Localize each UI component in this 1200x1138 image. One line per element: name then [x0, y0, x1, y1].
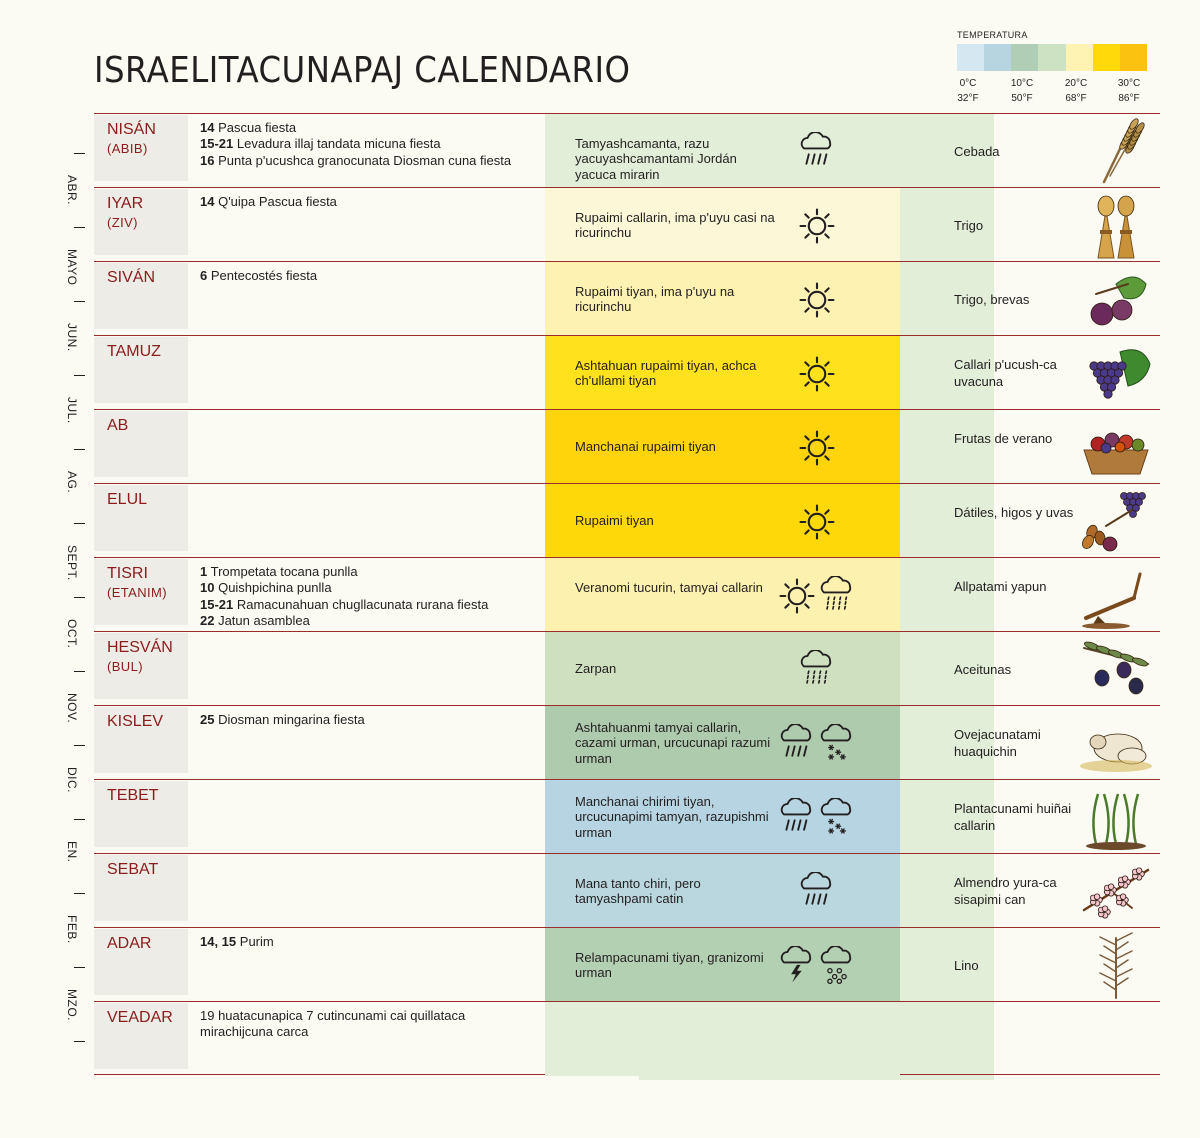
- hebrew-month-name: KISLEV: [107, 713, 164, 730]
- festivals-list: [200, 268, 540, 284]
- hebrew-month-name: IYAR: [107, 195, 144, 212]
- festival-text: Q'uipa Pascua fiesta: [214, 194, 337, 209]
- month-cell: [94, 337, 188, 403]
- calendar-table: [94, 113, 1160, 1080]
- month-row: [94, 187, 1160, 261]
- weather-description: Ashtahuanmi tamyai callarin, cazami urman, urcucunapi razumi urman: [575, 719, 771, 766]
- axis-tick: [74, 375, 85, 376]
- almond-blossom-icon: [1076, 856, 1156, 926]
- crop-activity: Dátiles, higos y uvas: [954, 505, 1074, 520]
- month-cell: [94, 855, 188, 921]
- festival-day: 15-21: [200, 136, 234, 152]
- festival-item: [200, 613, 540, 629]
- hebrew-month-alt-name: (ETANIM): [107, 585, 168, 600]
- festival-item: [200, 1008, 540, 1041]
- grapes-icon: [1076, 338, 1156, 408]
- festival-day: 25: [200, 712, 215, 727]
- festival-item: [200, 580, 540, 596]
- month-row: [94, 853, 1160, 927]
- festival-item: [200, 597, 540, 613]
- weather-description: Mana tanto chiri, pero tamyashpami catin: [575, 875, 701, 906]
- legend-swatch: [1066, 44, 1093, 71]
- month-cell: [94, 263, 188, 329]
- month-row: [94, 335, 1160, 409]
- axis-tick: [74, 227, 85, 228]
- hebrew-month-name: ADAR: [107, 935, 152, 952]
- axis-tick: [74, 967, 85, 968]
- sun-icon: [797, 206, 837, 246]
- month-cell: [94, 781, 188, 847]
- axis-tick: [74, 671, 85, 672]
- weather-description: Veranomi tucurin, tamyai callarin: [575, 579, 763, 595]
- festival-text: Ramacunahuan chugllacunata rurana fiesta: [233, 596, 489, 612]
- festival-item: [200, 120, 540, 136]
- gregorian-month-label: JUL.: [65, 397, 79, 424]
- crop-activity: Frutas de verano: [954, 431, 1053, 446]
- festival-day: 1: [200, 564, 208, 579]
- gregorian-month-label: EN.: [65, 841, 79, 863]
- crop-activity: Cebada: [954, 143, 1000, 159]
- crop-activity: Lino: [954, 957, 979, 973]
- gregorian-month-label: SEPT.: [65, 545, 79, 581]
- hebrew-month-name: SIVÁN: [107, 269, 156, 286]
- month-row: [94, 261, 1160, 335]
- legend-tick-fahrenheit: 86°F: [1118, 93, 1140, 104]
- month-row: [94, 631, 1160, 705]
- sun-icon: [777, 576, 817, 616]
- gregorian-month-label: ABR.: [65, 175, 79, 206]
- month-cell: [94, 411, 188, 477]
- axis-tick: [74, 819, 85, 820]
- festival-text: Pascua fiesta: [214, 120, 297, 135]
- axis-tick: [74, 301, 85, 302]
- festivals-list: [200, 934, 540, 950]
- month-cell: [94, 559, 188, 625]
- festival-item: [200, 934, 540, 950]
- legend-tick-celsius: 20°C: [1064, 78, 1088, 89]
- legend-swatch: [1038, 44, 1065, 71]
- flax-icon: [1076, 930, 1156, 1000]
- festival-day: 6: [200, 268, 208, 283]
- sun-icon: [797, 428, 837, 468]
- legend-swatch: [1120, 44, 1147, 71]
- festivals-list: [200, 194, 540, 210]
- month-cell: [94, 1003, 188, 1069]
- temperature-legend: [957, 30, 1153, 106]
- snow-icon: [817, 798, 857, 838]
- hail-icon: [817, 946, 857, 986]
- festival-item: [200, 712, 540, 728]
- hebrew-month-alt-name: (ABIB): [107, 141, 148, 156]
- weather-description: Rupaimi callarin, ima p'uyu casi na ricurinchu: [575, 209, 775, 240]
- festival-text: Jatun asamblea: [214, 613, 310, 629]
- legend-tick: [950, 76, 986, 106]
- rain-icon: [777, 724, 817, 764]
- legend-swatch: [957, 44, 984, 71]
- crop-activity: Almendro yura-ca sisapimi can: [954, 875, 1057, 907]
- crop-activity: Ovejacunatami huaquichin: [954, 727, 1041, 759]
- axis-tick: [74, 1041, 85, 1042]
- festival-item: [200, 153, 540, 169]
- festival-item: [200, 268, 540, 284]
- crop-activity: Allpatami yapun: [954, 579, 1047, 594]
- legend-tick: [1004, 76, 1040, 106]
- legend-swatch: [1011, 44, 1038, 71]
- fruit-basket-icon: [1076, 412, 1156, 482]
- axis-tick: [74, 523, 85, 524]
- month-row: [94, 113, 1160, 187]
- crop-activity: Trigo, brevas: [954, 291, 1030, 307]
- festival-text: Levadura illaj tandata micuna fiesta: [233, 136, 441, 152]
- drizzle-icon: [797, 650, 837, 690]
- dates-figs-grapes-icon: [1076, 486, 1156, 556]
- month-cell: [94, 189, 188, 255]
- crop-activity: Callari p'ucush-ca uvacuna: [954, 357, 1057, 389]
- weather-description: Rupaimi tiyan, ima p'uyu na ricurinchu: [575, 283, 735, 314]
- month-row: [94, 927, 1160, 1001]
- festival-day: 10: [200, 580, 215, 596]
- festival-text: Purim: [236, 934, 274, 949]
- festival-day: 14, 15: [200, 934, 237, 949]
- gregorian-month-label: JUN.: [65, 323, 79, 352]
- axis-tick: [74, 597, 85, 598]
- festival-text: Trompetata tocana punlla: [207, 564, 358, 579]
- legend-tick-fahrenheit: 68°F: [1065, 93, 1087, 104]
- festival-item: [200, 194, 540, 210]
- olives-icon: [1076, 634, 1156, 704]
- month-row: [94, 779, 1160, 853]
- festival-text: Quishpichina punlla: [214, 580, 332, 596]
- month-cell: [94, 485, 188, 551]
- festival-text: 19 huatacunapica 7 cutincunami cai quillataca mirachijcuna carca: [200, 1008, 466, 1040]
- page-title: ISRAELITACUNAPAJ CALENDARIO: [94, 50, 631, 91]
- weather-description: Ashtahuan rupaimi tiyan, achca ch'ullami tiyan: [575, 357, 757, 388]
- festivals-list: [200, 712, 540, 728]
- gregorian-month-axis: [62, 113, 92, 1080]
- legend-tick-celsius: 0°C: [959, 78, 977, 89]
- barley-icon: [1076, 116, 1156, 186]
- gregorian-month-label: MZO.: [65, 989, 79, 1021]
- legend-tick-celsius: 10°C: [1010, 78, 1034, 89]
- month-row: [94, 557, 1160, 631]
- rain-icon: [777, 798, 817, 838]
- drizzle-icon: [817, 576, 857, 616]
- wheat-sheaf-icon: [1076, 190, 1156, 260]
- hebrew-month-name: TISRI: [107, 565, 148, 582]
- legend-title: TEMPERATURA: [957, 30, 1028, 40]
- month-cell: [94, 633, 188, 699]
- hebrew-month-name: ELUL: [107, 491, 148, 508]
- hebrew-month-alt-name: (BUL): [107, 659, 143, 674]
- festival-text: Diosman mingarina fiesta: [214, 712, 365, 727]
- hebrew-month-name: HESVÁN: [107, 639, 173, 656]
- weather-description: Relampacunami tiyan, granizomi urman: [575, 949, 764, 980]
- month-cell: [94, 929, 188, 995]
- axis-tick: [74, 745, 85, 746]
- weather-description: Zarpan: [575, 661, 617, 677]
- hebrew-month-name: TAMUZ: [107, 343, 161, 360]
- gregorian-month-label: AG.: [65, 471, 79, 494]
- month-row: [94, 1001, 1160, 1075]
- festival-text: Punta p'ucushca granocunata Diosman cuna fiesta: [214, 152, 512, 168]
- festivals-list: [200, 1008, 540, 1041]
- weather-temperature-band: [545, 1002, 900, 1076]
- hebrew-month-name: VEADAR: [107, 1009, 173, 1026]
- legend-tick: [1111, 76, 1147, 106]
- gregorian-month-label: MAYO: [65, 249, 79, 286]
- sun-icon: [797, 354, 837, 394]
- legend-tick: [1058, 76, 1094, 106]
- sheep-icon: [1076, 708, 1156, 778]
- gregorian-month-label: OCT.: [65, 619, 79, 649]
- axis-tick: [74, 153, 85, 154]
- festival-text: Pentecostés fiesta: [207, 268, 318, 283]
- festival-day: 14: [200, 194, 215, 209]
- crop-activity: Trigo: [954, 217, 984, 233]
- hebrew-month-name: SEBAT: [107, 861, 159, 878]
- month-row: [94, 409, 1160, 483]
- hebrew-month-name: AB: [107, 417, 129, 434]
- hebrew-month-name: NISÁN: [107, 121, 156, 138]
- figs-icon: [1076, 264, 1156, 334]
- sun-icon: [797, 502, 837, 542]
- weather-description: Manchanai rupaimi tiyan: [575, 439, 716, 455]
- weather-description: Rupaimi tiyan: [575, 513, 654, 529]
- hebrew-month-alt-name: (ZIV): [107, 215, 138, 230]
- festivals-list: [200, 564, 540, 630]
- snow-icon: [817, 724, 857, 764]
- month-cell: [94, 707, 188, 773]
- gregorian-month-label: NOV.: [65, 693, 79, 724]
- festivals-list: [200, 120, 540, 169]
- month-row: [94, 705, 1160, 779]
- legend-labels: [957, 76, 1153, 106]
- storm-icon: [777, 946, 817, 986]
- crop-activity: Plantacunami huiñai callarin: [954, 801, 1072, 833]
- weather-description: Manchanai chirimi tiyan, urcucunapimi tamyan, razupishmi urman: [575, 793, 769, 840]
- hebrew-month-name: TEBET: [107, 787, 159, 804]
- legend-tick-celsius: 30°C: [1117, 78, 1141, 89]
- festival-day: 15-21: [200, 596, 234, 612]
- legend-swatch: [1093, 44, 1120, 71]
- month-cell: [94, 115, 188, 181]
- axis-tick: [74, 893, 85, 894]
- legend-swatch: [984, 44, 1011, 71]
- crop-activity: Aceitunas: [954, 661, 1012, 677]
- gregorian-month-label: DIC.: [65, 767, 79, 793]
- legend-tick-fahrenheit: 32°F: [957, 93, 979, 104]
- festival-item: [200, 564, 540, 580]
- legend-tick-fahrenheit: 50°F: [1011, 93, 1033, 104]
- gregorian-month-label: FEB.: [65, 915, 79, 944]
- month-row: [94, 483, 1160, 557]
- rain-icon: [797, 872, 837, 912]
- axis-tick: [74, 449, 85, 450]
- festival-day: 16: [200, 152, 215, 168]
- festival-item: [200, 136, 540, 152]
- festival-day: 14: [200, 120, 215, 135]
- sprouts-icon: [1076, 782, 1156, 852]
- festival-day: 22: [200, 613, 215, 629]
- rain-icon: [797, 132, 837, 172]
- plow-icon: [1076, 560, 1156, 630]
- legend-color-bar: [957, 44, 1147, 71]
- sun-icon: [797, 280, 837, 320]
- weather-description: Tamyashcamanta, razu yacuyashcamantami Jordán yacuca mirarin: [575, 135, 737, 182]
